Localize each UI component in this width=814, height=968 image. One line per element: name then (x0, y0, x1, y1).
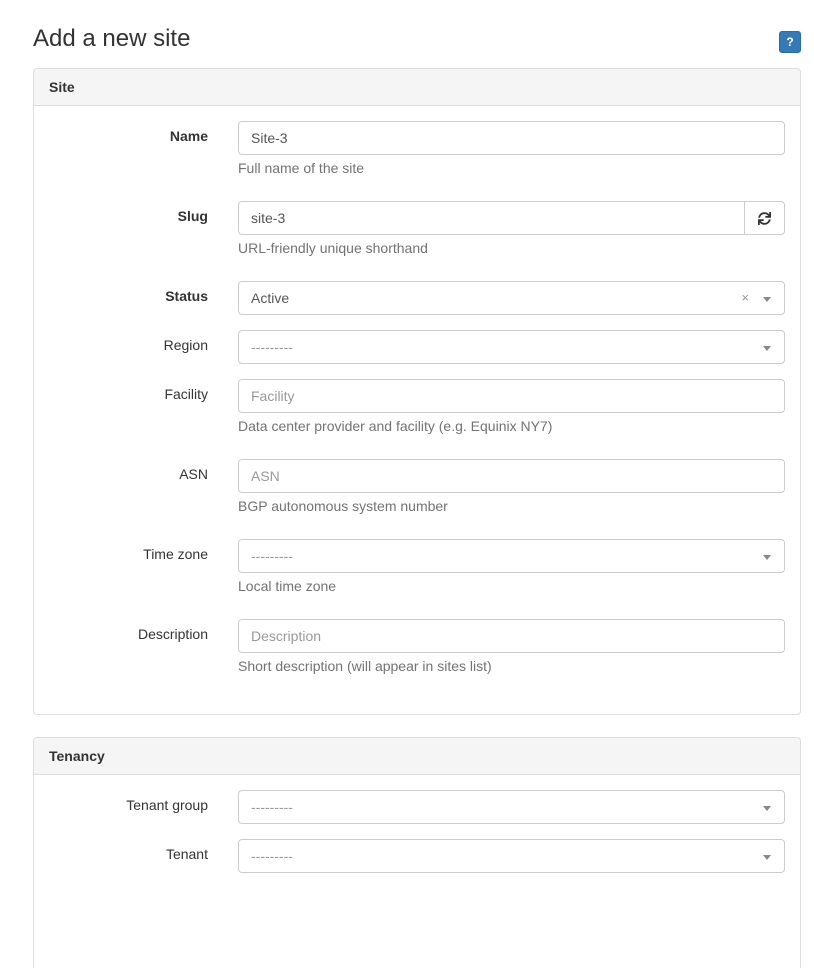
tenant-group-label: Tenant group (126, 797, 208, 813)
form-row (34, 379, 800, 444)
page-header (33, 26, 801, 53)
page (33, 26, 801, 968)
slug-input-group (238, 201, 785, 235)
help-text: Data center provider and facility (e.g. Equinix NY7) (238, 418, 553, 434)
tenant-select[interactable] (238, 839, 785, 873)
field-control (223, 459, 800, 524)
help-button[interactable]: ? (779, 31, 801, 53)
asn-label: ASN (179, 466, 208, 482)
name-input[interactable] (238, 121, 785, 155)
selected-value: --------- (251, 548, 293, 564)
refresh-icon (758, 212, 771, 225)
chevron-down-icon (763, 346, 771, 351)
panel-tenancy (33, 737, 801, 968)
description-label: Description (137, 626, 208, 642)
slug-label: Slug (177, 208, 208, 224)
field-control (223, 619, 800, 684)
form-row (34, 330, 800, 364)
field-control (223, 379, 800, 444)
name-label: Name (169, 128, 208, 144)
facility-label: Facility (164, 386, 208, 402)
slug-input[interactable] (238, 201, 745, 235)
form-row (34, 619, 800, 684)
chevron-down-icon (763, 555, 771, 560)
region-select[interactable] (238, 330, 785, 364)
help-text: URL-friendly unique shorthand (238, 240, 428, 256)
form-row (34, 790, 800, 824)
regenerate-slug-button[interactable] (744, 201, 785, 235)
field-control (223, 201, 800, 266)
form-row (34, 121, 800, 186)
field-control (223, 790, 800, 824)
panel-title: Site (49, 79, 75, 95)
facility-input[interactable] (238, 379, 785, 413)
panel-body (34, 106, 800, 714)
panel-site (33, 68, 801, 715)
tenant-label: Tenant (165, 846, 208, 862)
field-control (223, 539, 800, 604)
field-control (223, 281, 800, 315)
selected-value: --------- (251, 799, 293, 815)
clear-icon[interactable]: × (741, 290, 749, 305)
form-row (34, 459, 800, 524)
region-label: Region (163, 337, 208, 353)
time-zone-select[interactable] (238, 539, 785, 573)
field-control (223, 121, 800, 186)
panel-title: Tenancy (49, 748, 105, 764)
help-text: Local time zone (238, 578, 337, 594)
panel-heading (34, 69, 800, 106)
selected-value: --------- (251, 848, 293, 864)
form-row (34, 201, 800, 266)
chevron-down-icon (763, 297, 771, 302)
form (33, 68, 801, 968)
panel-body (34, 775, 800, 968)
form-row (34, 281, 800, 315)
selected-value: Active (251, 290, 290, 306)
chevron-down-icon (763, 806, 771, 811)
status-select[interactable] (238, 281, 785, 315)
selected-value: --------- (251, 339, 293, 355)
chevron-down-icon (763, 855, 771, 860)
form-row (34, 539, 800, 604)
help-text: Short description (will appear in sites list) (238, 658, 492, 674)
field-control (223, 839, 800, 873)
panel-heading (34, 738, 800, 775)
help-text: BGP autonomous system number (238, 498, 448, 514)
page-title: Add a new site (33, 25, 191, 52)
description-input[interactable] (238, 619, 785, 653)
field-control (223, 330, 800, 364)
tenant-group-select[interactable] (238, 790, 785, 824)
asn-input[interactable] (238, 459, 785, 493)
help-text: Full name of the site (238, 160, 365, 176)
status-label: Status (165, 288, 208, 304)
time-zone-label: Time zone (143, 546, 208, 562)
form-row (34, 839, 800, 873)
